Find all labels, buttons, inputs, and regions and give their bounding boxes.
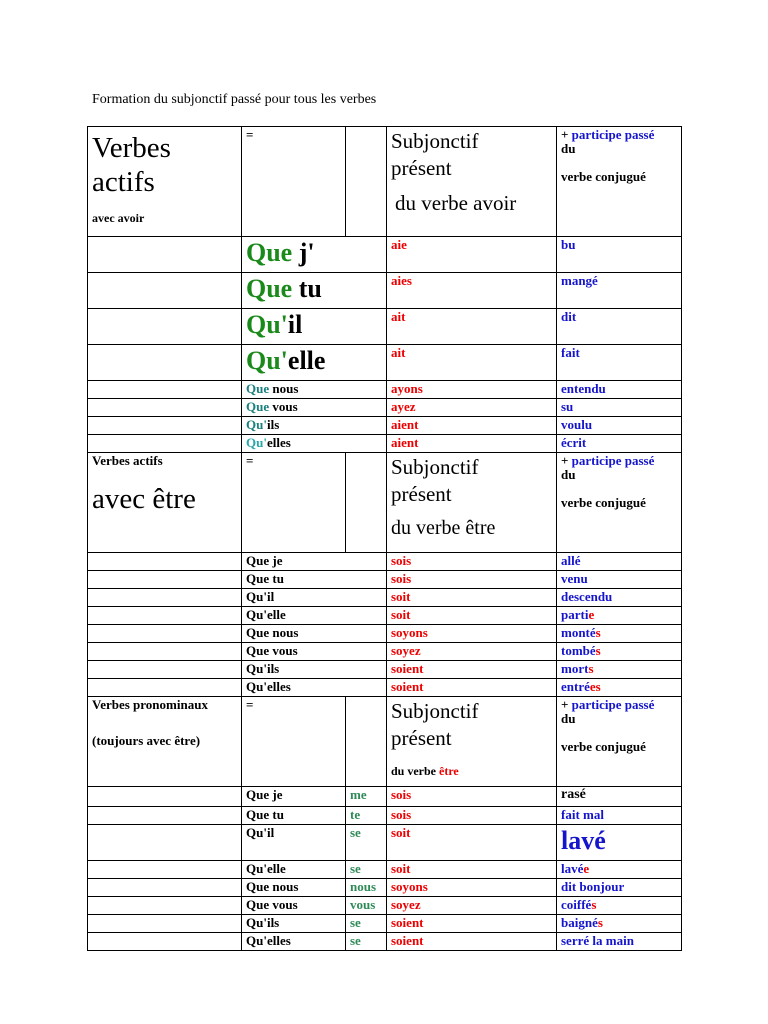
- conjugated-verb-label: verbe conjugué: [561, 169, 646, 184]
- aux-cell: soit: [387, 607, 557, 625]
- subjunctive-label: Subjonctif: [391, 129, 479, 153]
- table-row: [88, 643, 682, 661]
- pronoun-cell: Qu'elles: [242, 435, 387, 453]
- participle-cell: fait mal: [557, 807, 682, 825]
- plus-sign: +: [561, 697, 569, 712]
- participle-cell: coiffés: [557, 897, 682, 915]
- table-row: [88, 661, 682, 679]
- section-header-etre: [88, 453, 682, 553]
- aux-verb-label: du verbe être: [391, 764, 459, 778]
- participle-cell: tombés: [557, 643, 682, 661]
- table-row: [88, 435, 682, 453]
- participle-cell: su: [557, 399, 682, 417]
- aux-cell: sois: [387, 571, 557, 589]
- aux-cell: ait: [387, 309, 557, 345]
- aux-cell: aie: [387, 237, 557, 273]
- aux-cell: soyez: [387, 643, 557, 661]
- section-title-line1: Verbes: [92, 132, 171, 164]
- table-row: [88, 825, 682, 861]
- conjugation-table: [87, 126, 682, 951]
- pronoun-cell: Que vous: [242, 897, 346, 915]
- pronoun-cell: Que tu: [242, 273, 387, 309]
- aux-cell: sois: [387, 807, 557, 825]
- participle-cell: écrit: [557, 435, 682, 453]
- table-row: [88, 879, 682, 897]
- table-row: [88, 679, 682, 697]
- document-title: Formation du subjonctif passé pour tous les verbes: [92, 92, 377, 107]
- pronoun-cell: Qu'ils: [242, 661, 387, 679]
- section-title: Verbes actifs: [92, 453, 163, 468]
- section-header-avoir: [88, 127, 682, 237]
- aux-cell: soit: [387, 861, 557, 879]
- pronoun-cell: Que nous: [242, 625, 387, 643]
- plus-sign: +: [561, 127, 569, 142]
- section-title-cell: [88, 127, 242, 237]
- pronoun-cell: Que je: [242, 787, 346, 807]
- participle-header: [557, 453, 682, 553]
- participle-cell: serré la main: [557, 933, 682, 951]
- table-row: [88, 589, 682, 607]
- plus-sign: +: [561, 453, 569, 468]
- participle-label: participe passé: [571, 127, 655, 142]
- section-title: Verbes pronominaux: [92, 697, 208, 712]
- aux-cell: soient: [387, 661, 557, 679]
- pronoun-cell: Que nous: [242, 381, 387, 399]
- empty-cell: [346, 453, 387, 553]
- pronoun-cell: Qu'elle: [242, 861, 346, 879]
- aux-cell: soyons: [387, 625, 557, 643]
- aux-verb-label: du verbe avoir: [395, 191, 517, 215]
- pronoun-cell: Que tu: [242, 807, 346, 825]
- aux-cell: sois: [387, 553, 557, 571]
- aux-cell: soient: [387, 915, 557, 933]
- aux-cell: soit: [387, 825, 557, 861]
- empty-cell: [346, 697, 387, 787]
- conjugated-verb-label: verbe conjugué: [561, 739, 646, 754]
- pronoun-cell: Qu'elles: [242, 679, 387, 697]
- pronoun-cell: Que nous: [242, 879, 346, 897]
- subjunctive-header: [387, 697, 557, 787]
- participle-cell: bu: [557, 237, 682, 273]
- equals-cell: =: [242, 127, 346, 237]
- table-row: [88, 381, 682, 399]
- reflexive-cell: me: [346, 787, 387, 807]
- table-row: [88, 553, 682, 571]
- aux-cell: ayons: [387, 381, 557, 399]
- reflexive-cell: se: [346, 861, 387, 879]
- aux-cell: soyez: [387, 897, 557, 915]
- aux-cell: aies: [387, 273, 557, 309]
- pronoun-cell: Qu'ils: [242, 417, 387, 435]
- equals-cell: =: [242, 697, 346, 787]
- pronoun-cell: Qu'elle: [242, 345, 387, 381]
- subjunctive-header: [387, 453, 557, 553]
- reflexive-cell: se: [346, 915, 387, 933]
- aux-cell: soient: [387, 679, 557, 697]
- aux-cell: sois: [387, 787, 557, 807]
- reflexive-cell: vous: [346, 897, 387, 915]
- participle-cell: morts: [557, 661, 682, 679]
- participle-cell: voulu: [557, 417, 682, 435]
- table-row: [88, 607, 682, 625]
- pronoun-cell: Qu'ils: [242, 915, 346, 933]
- pronoun-cell: Que je: [242, 553, 387, 571]
- table-row: [88, 861, 682, 879]
- table-row: [88, 237, 682, 273]
- pronoun-cell: Qu'il: [242, 309, 387, 345]
- pronoun-cell: Qu'elle: [242, 607, 387, 625]
- participle-cell: baignés: [557, 915, 682, 933]
- aux-verb-label: du verbe être: [391, 517, 496, 539]
- section-title-cell: [88, 453, 242, 553]
- participle-cell: descendu: [557, 589, 682, 607]
- table-row: [88, 807, 682, 825]
- reflexive-cell: te: [346, 807, 387, 825]
- subjunctive-header: [387, 127, 557, 237]
- subjunctive-label: Subjonctif: [391, 699, 479, 723]
- empty-cell: [346, 127, 387, 237]
- section-subtitle: (toujours avec être): [92, 733, 201, 748]
- aux-cell: aient: [387, 435, 557, 453]
- section-title-line2: actifs: [92, 166, 155, 198]
- table-row: [88, 933, 682, 951]
- participle-cell: entendu: [557, 381, 682, 399]
- participle-label: participe passé: [571, 453, 655, 468]
- pronoun-cell: Que tu: [242, 571, 387, 589]
- table-row: [88, 571, 682, 589]
- reflexive-cell: se: [346, 933, 387, 951]
- equals-cell: =: [242, 453, 346, 553]
- section-subtitle: avec avoir: [92, 211, 145, 225]
- present-label: présent: [391, 482, 452, 506]
- participle-header: [557, 697, 682, 787]
- participle-cell: partie: [557, 607, 682, 625]
- pronoun-cell: Qu'il: [242, 589, 387, 607]
- subjunctive-label: Subjonctif: [391, 455, 479, 479]
- table-row: [88, 345, 682, 381]
- table-row: [88, 417, 682, 435]
- participle-cell: montés: [557, 625, 682, 643]
- table-row: [88, 897, 682, 915]
- participle-cell: allé: [557, 553, 682, 571]
- aux-cell: ayez: [387, 399, 557, 417]
- participle-label: participe passé: [571, 697, 655, 712]
- section-header-pronominaux: [88, 697, 682, 787]
- participle-cell: dit: [557, 309, 682, 345]
- present-label: présent: [391, 726, 452, 750]
- pronoun-cell: Que vous: [242, 643, 387, 661]
- aux-cell: soient: [387, 933, 557, 951]
- du-label: du: [561, 141, 576, 156]
- aux-cell: soyons: [387, 879, 557, 897]
- conjugated-verb-label: verbe conjugué: [561, 495, 646, 510]
- participle-cell: rasé: [557, 787, 682, 807]
- reflexive-cell: nous: [346, 879, 387, 897]
- table-row: [88, 787, 682, 807]
- participle-cell: lavée: [557, 861, 682, 879]
- table-row: [88, 273, 682, 309]
- participle-cell: mangé: [557, 273, 682, 309]
- participle-cell: lavé: [557, 825, 682, 861]
- aux-cell: ait: [387, 345, 557, 381]
- participle-cell: entrées: [557, 679, 682, 697]
- present-label: présent: [391, 156, 452, 180]
- reflexive-cell: se: [346, 825, 387, 861]
- table-row: [88, 309, 682, 345]
- du-label: du: [561, 467, 576, 482]
- aux-cell: aient: [387, 417, 557, 435]
- pronoun-cell: Que j': [242, 237, 387, 273]
- participle-header: [557, 127, 682, 237]
- table-row: [88, 915, 682, 933]
- table-row: [88, 625, 682, 643]
- pronoun-cell: Qu'il: [242, 825, 346, 861]
- pronoun-cell: Que vous: [242, 399, 387, 417]
- du-label: du: [561, 711, 576, 726]
- section-title-cell: [88, 697, 242, 787]
- section-title-big: avec être: [92, 483, 196, 515]
- participle-cell: venu: [557, 571, 682, 589]
- aux-cell: soit: [387, 589, 557, 607]
- participle-cell: fait: [557, 345, 682, 381]
- pronoun-cell: Qu'elles: [242, 933, 346, 951]
- table-row: [88, 399, 682, 417]
- participle-cell: dit bonjour: [557, 879, 682, 897]
